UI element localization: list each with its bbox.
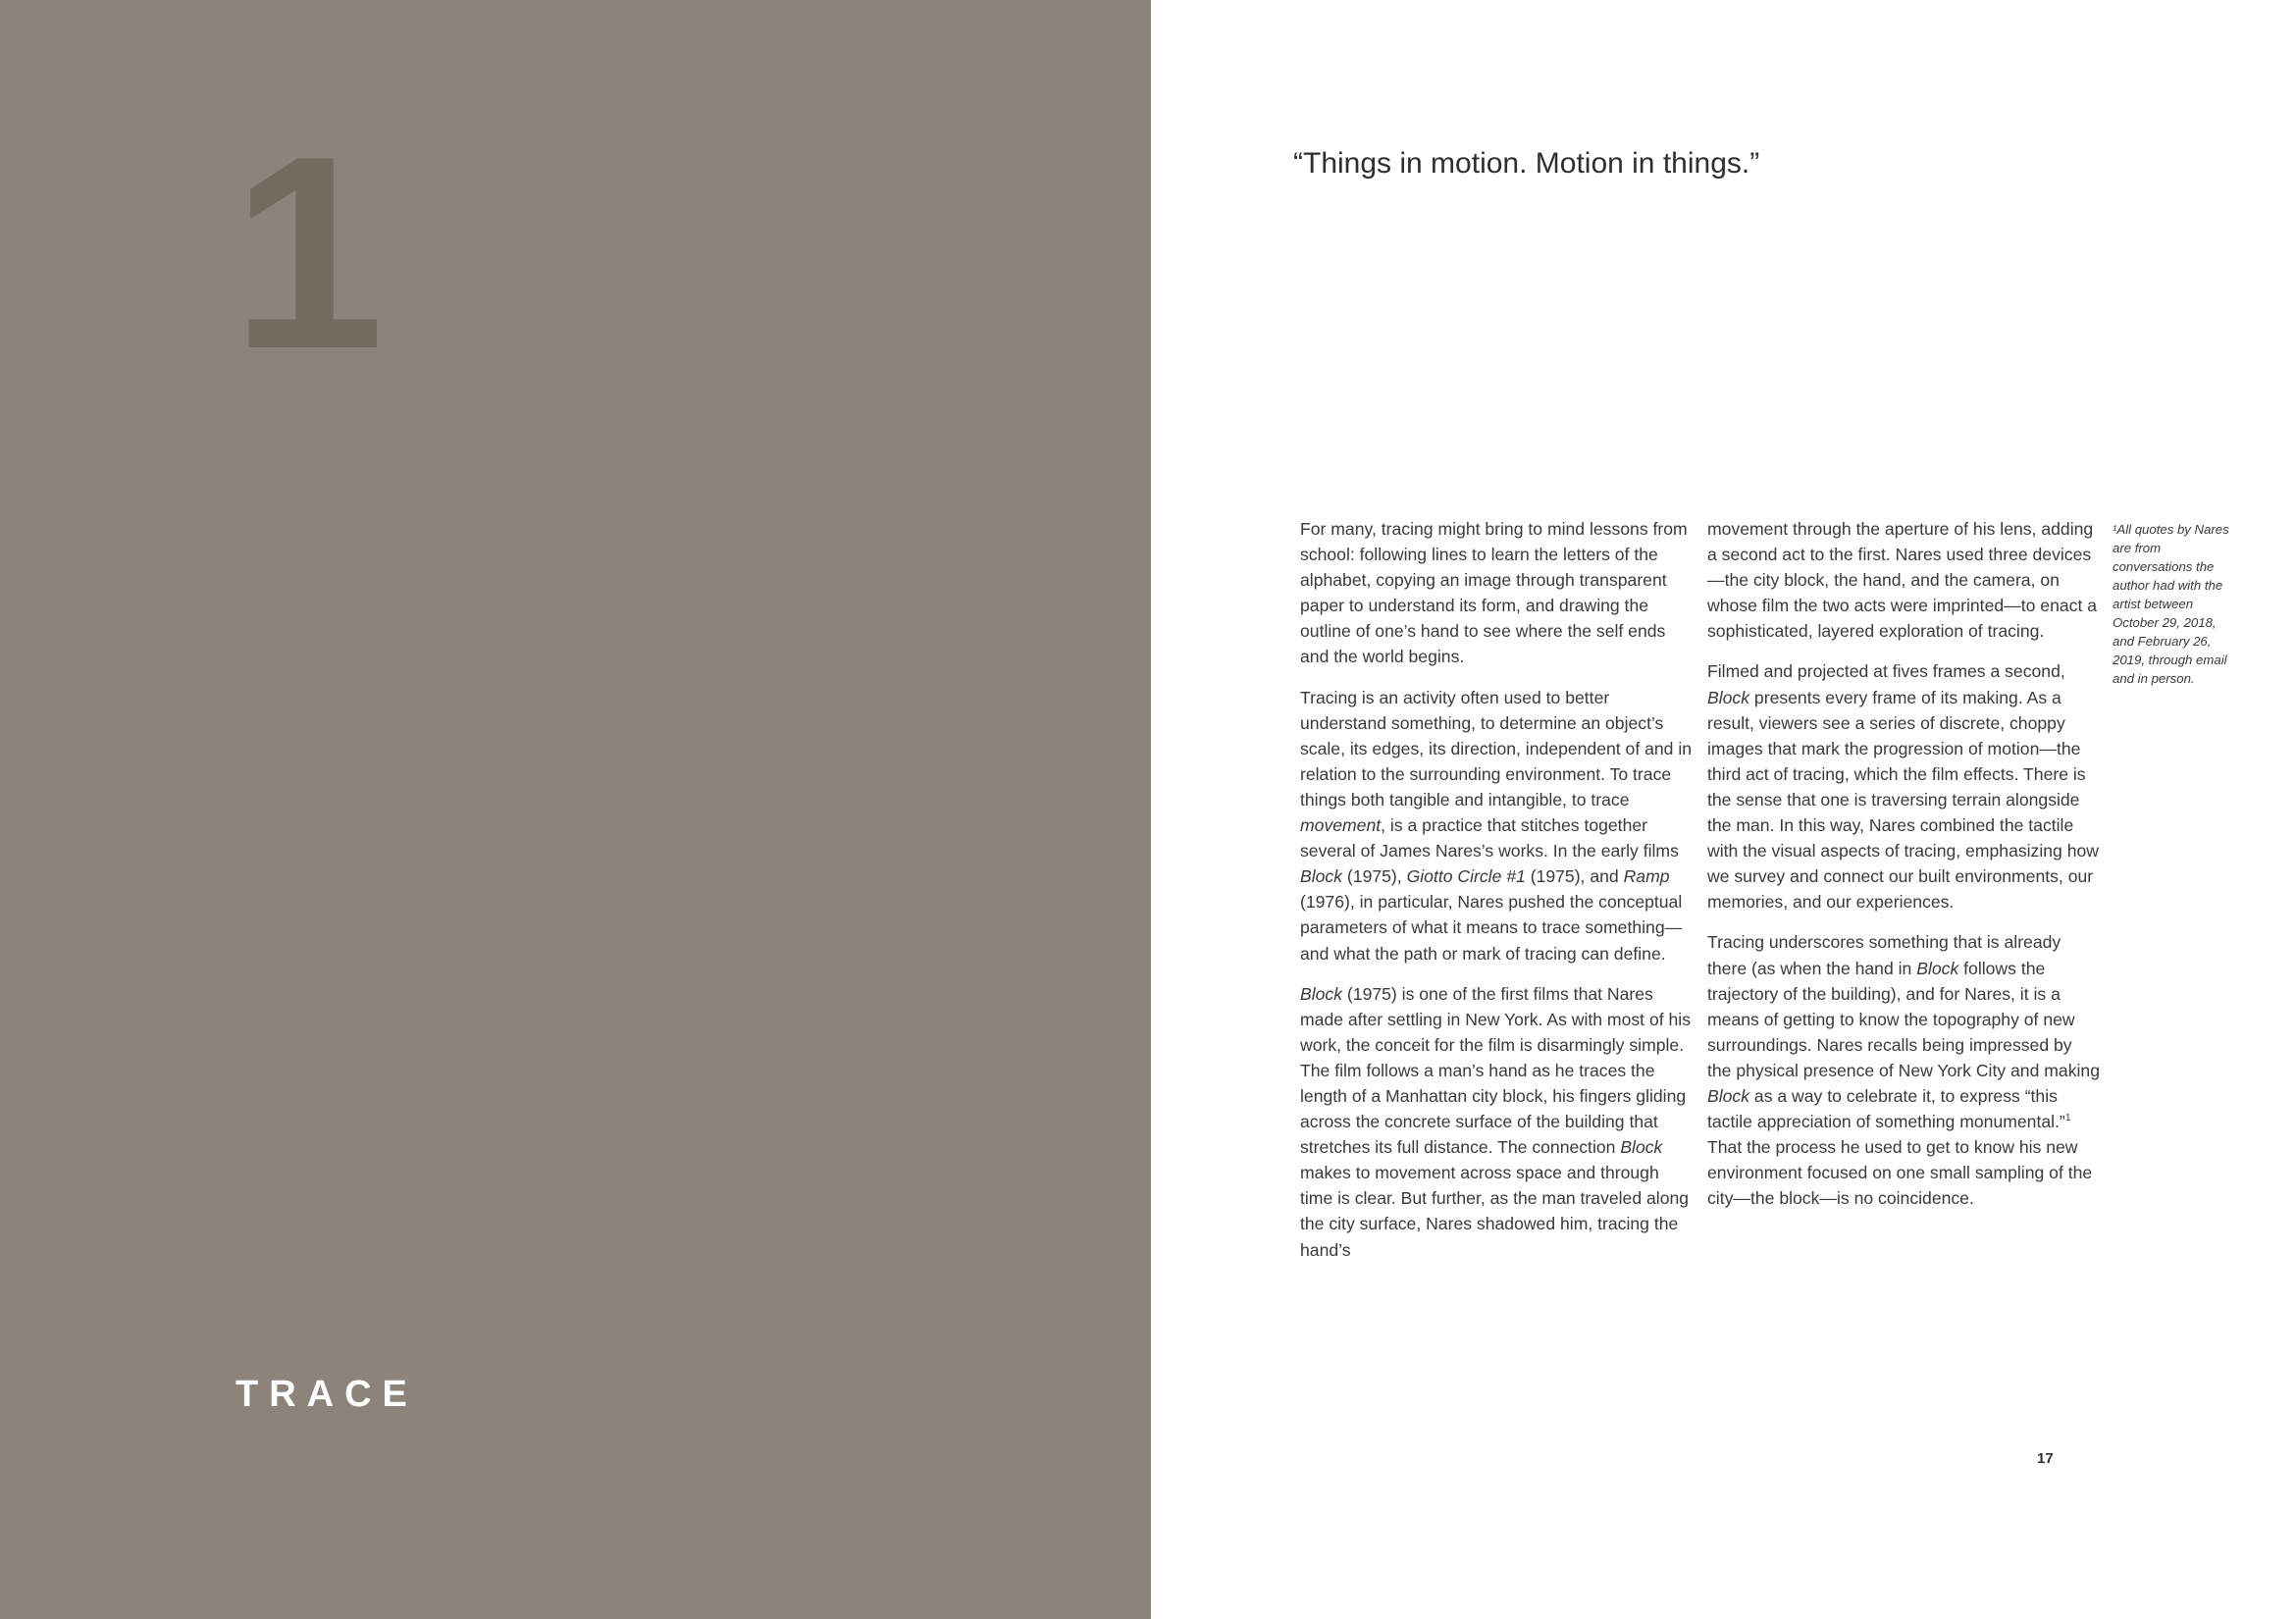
film-title: Block xyxy=(1300,866,1343,887)
paragraph: For many, tracing might bring to mind lessons from school: following lines to learn the letters of the alphabet, copying an image through transparent paper to understand its form, and drawing the outline of one’s hand to see where the self ends and the world begins. xyxy=(1300,519,1688,667)
film-title: Block xyxy=(1707,687,1750,707)
chapter-number: 1 xyxy=(232,100,385,406)
paragraph: movement through the aperture of his lens, adding a second act to the first. Nares used three devices—the city block, the hand, and the camera, on whose film the two acts were imprinted—to enact a sophisticated, layered exploration of tracing. xyxy=(1707,519,2098,642)
body-column-1 xyxy=(1300,516,1693,1278)
film-title: Block xyxy=(1620,1137,1663,1158)
paragraph: Tracing underscores something that is already there (as when the hand in Block follows the trajectory of the building), and for Nares, it is a means of getting to know the topography of new surroundings. Nares recalls being impressed by the physical presence of New York City and making Block as a way to celebrate it, to express “this tactile appreciation of something monumental.”$^1$ That the process he used to get to know his new environment focused on one small sampling of the city—the block—is no coincidence. xyxy=(1707,932,2100,1209)
footnote-marker: 1 xyxy=(2064,1112,2071,1124)
page-number: 17 xyxy=(2037,1450,2054,1467)
paragraph: Tracing is an activity often used to better understand something, to determine an object’s scale, its edges, its direction, independent of and in relation to the surrounding environment. To trace things both tangible and intangible, to trace movement, is a practice that stitches together several of James Nares’s works. In the early films Block (1975), Giotto Circle #1 (1975), and Ramp (1976), in particular, Nares pushed the conceptual parameters of what it means to trace something—and what the path or mark of tracing can define. xyxy=(1300,687,1693,964)
film-title: Giotto Circle #1 xyxy=(1406,866,1526,887)
film-title: Block xyxy=(1916,958,1959,978)
film-title: Block xyxy=(1300,983,1343,1004)
film-title: Block xyxy=(1707,1085,1750,1106)
paragraph: Filmed and projected at fives frames a second, Block presents every frame of its making. As a result, viewers see a series of discrete, choppy images that mark the progression of motion—the third act of tracing, which the film effects. There is the sense that one is traversing terrain alongside the man. In this way, Nares combined the tactile with the visual aspects of tracing, emphasizing how we survey and connect our built environments, our memories, and our experiences. xyxy=(1707,661,2099,913)
film-title: Ramp xyxy=(1623,866,1670,887)
epigraph: “Things in motion. Motion in things.” xyxy=(1293,147,1760,180)
chapter-title: TRACE xyxy=(235,1374,418,1415)
paragraph: Block (1975) is one of the first films that Nares made after settling in New York. As with most of his work, the conceit for the film is disarmingly simple. The film follows a man’s hand as he traces the length of a Manhattan city block, his fingers gliding across the concrete surface of the building that stretches its full distance. The connection Block makes to movement across space and through time is clear. But further, as the man traveled along the city surface, Nares shadowed him, tracing the hand’s xyxy=(1300,983,1691,1260)
emphasis: movement xyxy=(1300,815,1382,836)
footnote: ¹All quotes by Nares are from conversations the author had with the artist between October 29, 2018, and February 26, 2019, through email and in person. xyxy=(2113,522,2229,686)
body-column-2 xyxy=(1707,516,2100,1226)
